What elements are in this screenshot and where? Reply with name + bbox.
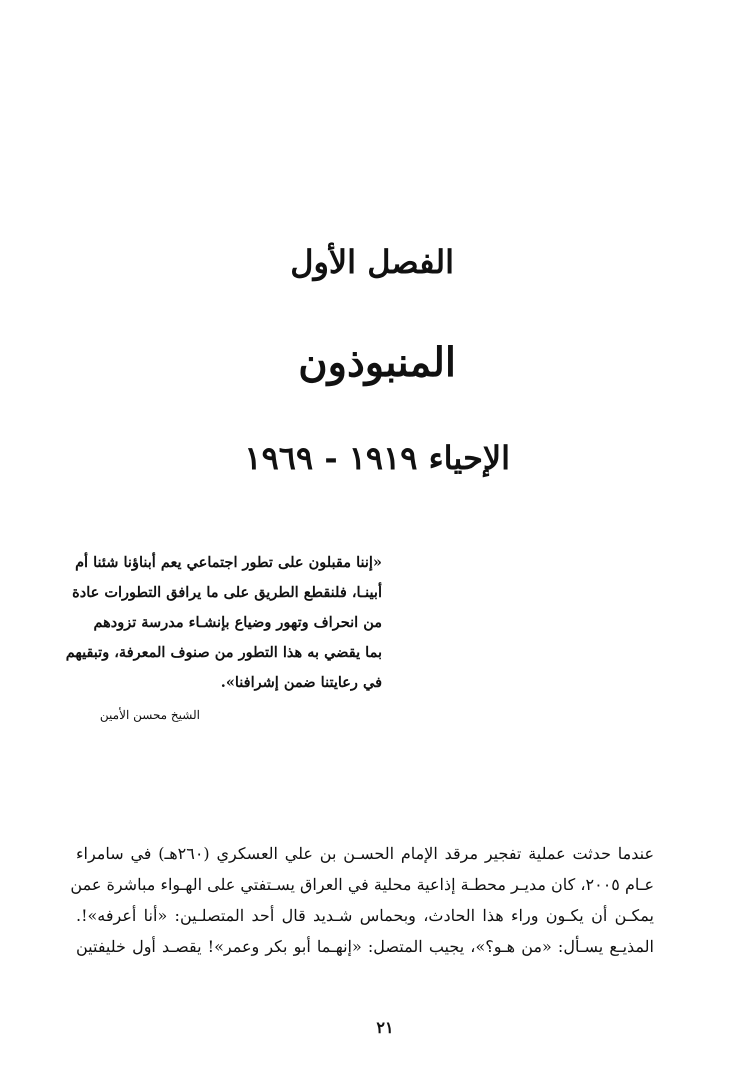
chapter-subtitle: الإحياء ١٩١٩ - ١٩٦٩ — [244, 439, 510, 477]
body-paragraph — [70, 838, 654, 962]
epigraph-line: في رعايتنا ضمن إشرافنا». — [220, 674, 382, 691]
body-line: يمكـن أن يكـون وراء هذا الحادث، وبحماس شـديد قال أحد المتصلـين: «أنا أعرفه»!. — [76, 906, 654, 925]
epigraph-quote — [65, 548, 382, 698]
epigraph-line: أبينـا، فلنقطع الطريق على ما يرافق التطورات عادة — [72, 584, 382, 601]
chapter-label: الفصل الأول — [290, 243, 454, 281]
epigraph-author: الشيخ محسن الأمين — [99, 708, 200, 722]
epigraph-line: «إننا مقبلون على تطور اجتماعي يعم أبناؤنا شئنا أم — [75, 554, 382, 571]
epigraph-line: بما يقضي به هذا التطور من صنوف المعرفة، وتبقيهم — [65, 644, 382, 661]
epigraph-line: من انحراف وتهور وضياع بإنشـاء مدرسة تزودهم — [93, 614, 382, 631]
chapter-title: المنبوذون — [298, 339, 456, 386]
page-number: ٢١ — [376, 1018, 394, 1037]
body-line: عـام ٢٠٠٥، كان مديـر محطـة إذاعية محلية في العراق يسـتفتي على الهـواء مباشرة عمن — [70, 875, 654, 894]
body-line: المذيـع يسـأل: «من هـو؟»، يجيب المتصل: «إنهـما أبو بكر وعمر»! يقصـد أول خليفتين — [76, 937, 654, 956]
body-line: عندما حدثت عملية تفجير مرقد الإمام الحسـن بن علي العسكري (٢٦٠هـ) في سامراء — [76, 844, 654, 863]
